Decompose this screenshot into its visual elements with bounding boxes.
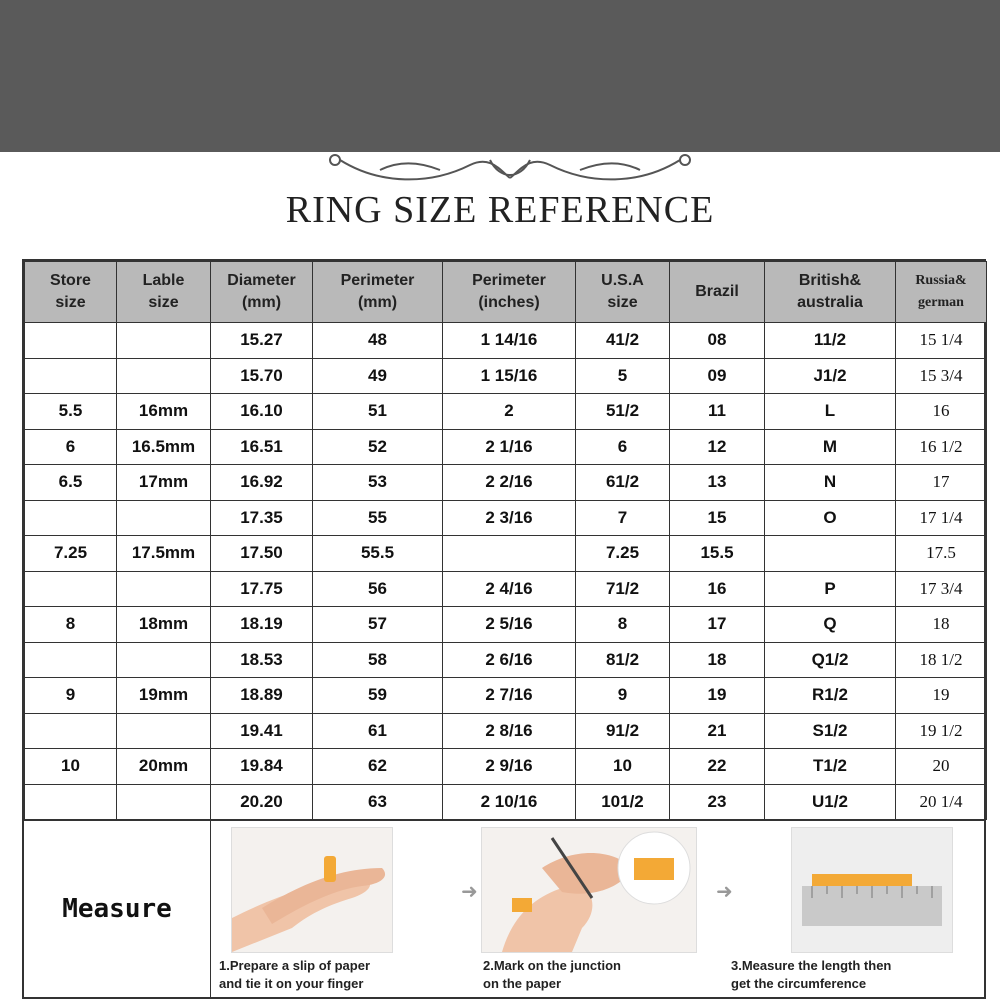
cell-british-australia (765, 536, 896, 572)
cell-perimeter-mm: 57 (313, 607, 443, 643)
cell-british-australia: M (765, 429, 896, 465)
cell-label-size (117, 713, 211, 749)
cell-brazil: 17 (670, 607, 765, 643)
cell-brazil: 22 (670, 749, 765, 785)
cell-diameter: 18.19 (211, 607, 313, 643)
cell-british-australia: 11/2 (765, 323, 896, 359)
step-2-caption: 2.Mark on the junction on the paper (483, 958, 621, 991)
arrow-icon: ➜ (461, 881, 478, 903)
cell-brazil: 15.5 (670, 536, 765, 572)
cell-brazil: 21 (670, 713, 765, 749)
cell-perimeter-inches: 1 14/16 (443, 323, 576, 359)
flourish-ornament (320, 140, 700, 190)
table-row (25, 394, 987, 430)
table-row (25, 713, 987, 749)
cell-usa-size: 5 (576, 358, 670, 394)
cell-diameter: 17.50 (211, 536, 313, 572)
measure-steps (211, 821, 984, 997)
cell-usa-size: 6 (576, 429, 670, 465)
step-3-caption: 3.Measure the length then get the circumference (731, 958, 892, 991)
cell-label-size: 18mm (117, 607, 211, 643)
cell-perimeter-mm: 62 (313, 749, 443, 785)
table-row (25, 784, 987, 820)
cell-brazil: 23 (670, 784, 765, 820)
header-usa-size: U.S.A size (576, 262, 670, 323)
cell-usa-size: 61/2 (576, 465, 670, 501)
cell-perimeter-inches: 2 10/16 (443, 784, 576, 820)
header-store-size: Store size (25, 262, 117, 323)
cell-perimeter-mm: 51 (313, 394, 443, 430)
cell-russia-german: 17 1/4 (896, 500, 987, 536)
cell-russia-german: 16 1/2 (896, 429, 987, 465)
cell-perimeter-mm: 48 (313, 323, 443, 359)
cell-diameter: 20.20 (211, 784, 313, 820)
cell-perimeter-mm: 63 (313, 784, 443, 820)
cell-label-size: 19mm (117, 678, 211, 714)
cell-brazil: 15 (670, 500, 765, 536)
cell-store-size (25, 358, 117, 394)
cell-store-size: 6.5 (25, 465, 117, 501)
cell-store-size (25, 323, 117, 359)
cell-label-size (117, 642, 211, 678)
top-banner (0, 0, 1000, 152)
cell-perimeter-inches (443, 536, 576, 572)
arrow-icon: ➜ (716, 881, 733, 903)
cell-russia-german: 17 (896, 465, 987, 501)
cell-label-size (117, 358, 211, 394)
cell-usa-size: 81/2 (576, 642, 670, 678)
step-1-caption: 1.Prepare a slip of paper and tie it on your finger (219, 958, 371, 991)
cell-british-australia: Q (765, 607, 896, 643)
cell-british-australia: O (765, 500, 896, 536)
measure-section (24, 820, 984, 997)
table-row (25, 607, 987, 643)
cell-diameter: 16.92 (211, 465, 313, 501)
cell-perimeter-mm: 56 (313, 571, 443, 607)
cell-russia-german: 19 1/2 (896, 713, 987, 749)
cell-perimeter-mm: 55 (313, 500, 443, 536)
cell-brazil: 13 (670, 465, 765, 501)
cell-diameter: 16.10 (211, 394, 313, 430)
cell-store-size (25, 571, 117, 607)
cell-russia-german: 20 1/4 (896, 784, 987, 820)
ring-size-chart (22, 259, 986, 999)
cell-brazil: 11 (670, 394, 765, 430)
cell-perimeter-inches: 2 7/16 (443, 678, 576, 714)
cell-usa-size: 71/2 (576, 571, 670, 607)
cell-brazil: 19 (670, 678, 765, 714)
header-perimeter-inches: Perimeter (inches) (443, 262, 576, 323)
cell-store-size: 5.5 (25, 394, 117, 430)
cell-british-australia: U1/2 (765, 784, 896, 820)
table-row (25, 678, 987, 714)
cell-usa-size: 8 (576, 607, 670, 643)
cell-russia-german: 20 (896, 749, 987, 785)
table-row (25, 536, 987, 572)
table-row (25, 465, 987, 501)
cell-brazil: 09 (670, 358, 765, 394)
cell-british-australia: J1/2 (765, 358, 896, 394)
mark-paper-illustration (481, 827, 697, 953)
header-russia-german: Russia& german (896, 262, 987, 323)
cell-store-size (25, 713, 117, 749)
cell-perimeter-inches: 2 5/16 (443, 607, 576, 643)
cell-store-size (25, 500, 117, 536)
cell-store-size (25, 642, 117, 678)
cell-russia-german: 18 1/2 (896, 642, 987, 678)
cell-brazil: 16 (670, 571, 765, 607)
cell-perimeter-inches: 2 (443, 394, 576, 430)
cell-perimeter-mm: 59 (313, 678, 443, 714)
cell-perimeter-mm: 53 (313, 465, 443, 501)
cell-russia-german: 15 1/4 (896, 323, 987, 359)
cell-store-size: 6 (25, 429, 117, 465)
cell-british-australia: Q1/2 (765, 642, 896, 678)
cell-brazil: 08 (670, 323, 765, 359)
cell-perimeter-mm: 61 (313, 713, 443, 749)
cell-usa-size: 91/2 (576, 713, 670, 749)
table-row (25, 500, 987, 536)
cell-diameter: 17.35 (211, 500, 313, 536)
cell-diameter: 19.84 (211, 749, 313, 785)
header-row (25, 262, 987, 323)
cell-diameter: 19.41 (211, 713, 313, 749)
header-british-australia: British& australia (765, 262, 896, 323)
cell-perimeter-inches: 2 2/16 (443, 465, 576, 501)
table-row (25, 358, 987, 394)
cell-perimeter-mm: 49 (313, 358, 443, 394)
table-row (25, 642, 987, 678)
table-row (25, 571, 987, 607)
cell-british-australia: P (765, 571, 896, 607)
cell-label-size (117, 323, 211, 359)
measure-label: Measure (24, 821, 211, 997)
cell-british-australia: L (765, 394, 896, 430)
cell-store-size: 8 (25, 607, 117, 643)
cell-diameter: 15.70 (211, 358, 313, 394)
cell-perimeter-mm: 52 (313, 429, 443, 465)
header-label-size: Lable size (117, 262, 211, 323)
cell-label-size (117, 571, 211, 607)
table-body (25, 323, 987, 820)
cell-russia-german: 17 3/4 (896, 571, 987, 607)
cell-usa-size: 7.25 (576, 536, 670, 572)
cell-russia-german: 16 (896, 394, 987, 430)
cell-usa-size: 7 (576, 500, 670, 536)
page-title: RING SIZE REFERENCE (285, 189, 715, 231)
cell-label-size: 16mm (117, 394, 211, 430)
finger-wrap-illustration (231, 827, 393, 953)
cell-perimeter-inches: 2 8/16 (443, 713, 576, 749)
cell-diameter: 17.75 (211, 571, 313, 607)
cell-perimeter-inches: 2 1/16 (443, 429, 576, 465)
cell-usa-size: 51/2 (576, 394, 670, 430)
cell-perimeter-mm: 58 (313, 642, 443, 678)
cell-perimeter-inches: 2 9/16 (443, 749, 576, 785)
cell-russia-german: 15 3/4 (896, 358, 987, 394)
cell-russia-german: 17.5 (896, 536, 987, 572)
cell-usa-size: 41/2 (576, 323, 670, 359)
size-table (24, 261, 987, 820)
header-perimeter-mm: Perimeter (mm) (313, 262, 443, 323)
cell-diameter: 18.89 (211, 678, 313, 714)
cell-perimeter-mm: 55.5 (313, 536, 443, 572)
cell-russia-german: 18 (896, 607, 987, 643)
header-diameter: Diameter (mm) (211, 262, 313, 323)
cell-store-size: 9 (25, 678, 117, 714)
cell-diameter: 16.51 (211, 429, 313, 465)
cell-label-size: 17mm (117, 465, 211, 501)
cell-perimeter-inches: 2 4/16 (443, 571, 576, 607)
cell-diameter: 18.53 (211, 642, 313, 678)
table-row (25, 429, 987, 465)
cell-usa-size: 10 (576, 749, 670, 785)
cell-label-size (117, 500, 211, 536)
cell-british-australia: R1/2 (765, 678, 896, 714)
cell-store-size (25, 784, 117, 820)
cell-brazil: 18 (670, 642, 765, 678)
cell-british-australia: N (765, 465, 896, 501)
cell-perimeter-inches: 2 3/16 (443, 500, 576, 536)
cell-store-size: 7.25 (25, 536, 117, 572)
table-row (25, 323, 987, 359)
cell-label-size: 16.5mm (117, 429, 211, 465)
cell-perimeter-inches: 1 15/16 (443, 358, 576, 394)
cell-label-size: 20mm (117, 749, 211, 785)
cell-perimeter-inches: 2 6/16 (443, 642, 576, 678)
cell-label-size (117, 784, 211, 820)
cell-russia-german: 19 (896, 678, 987, 714)
cell-usa-size: 9 (576, 678, 670, 714)
cell-store-size: 10 (25, 749, 117, 785)
cell-label-size: 17.5mm (117, 536, 211, 572)
cell-usa-size: 101/2 (576, 784, 670, 820)
ruler-illustration (791, 827, 953, 953)
table-row (25, 749, 987, 785)
cell-diameter: 15.27 (211, 323, 313, 359)
cell-british-australia: S1/2 (765, 713, 896, 749)
cell-british-australia: T1/2 (765, 749, 896, 785)
cell-brazil: 12 (670, 429, 765, 465)
header-brazil: Brazil (670, 262, 765, 323)
